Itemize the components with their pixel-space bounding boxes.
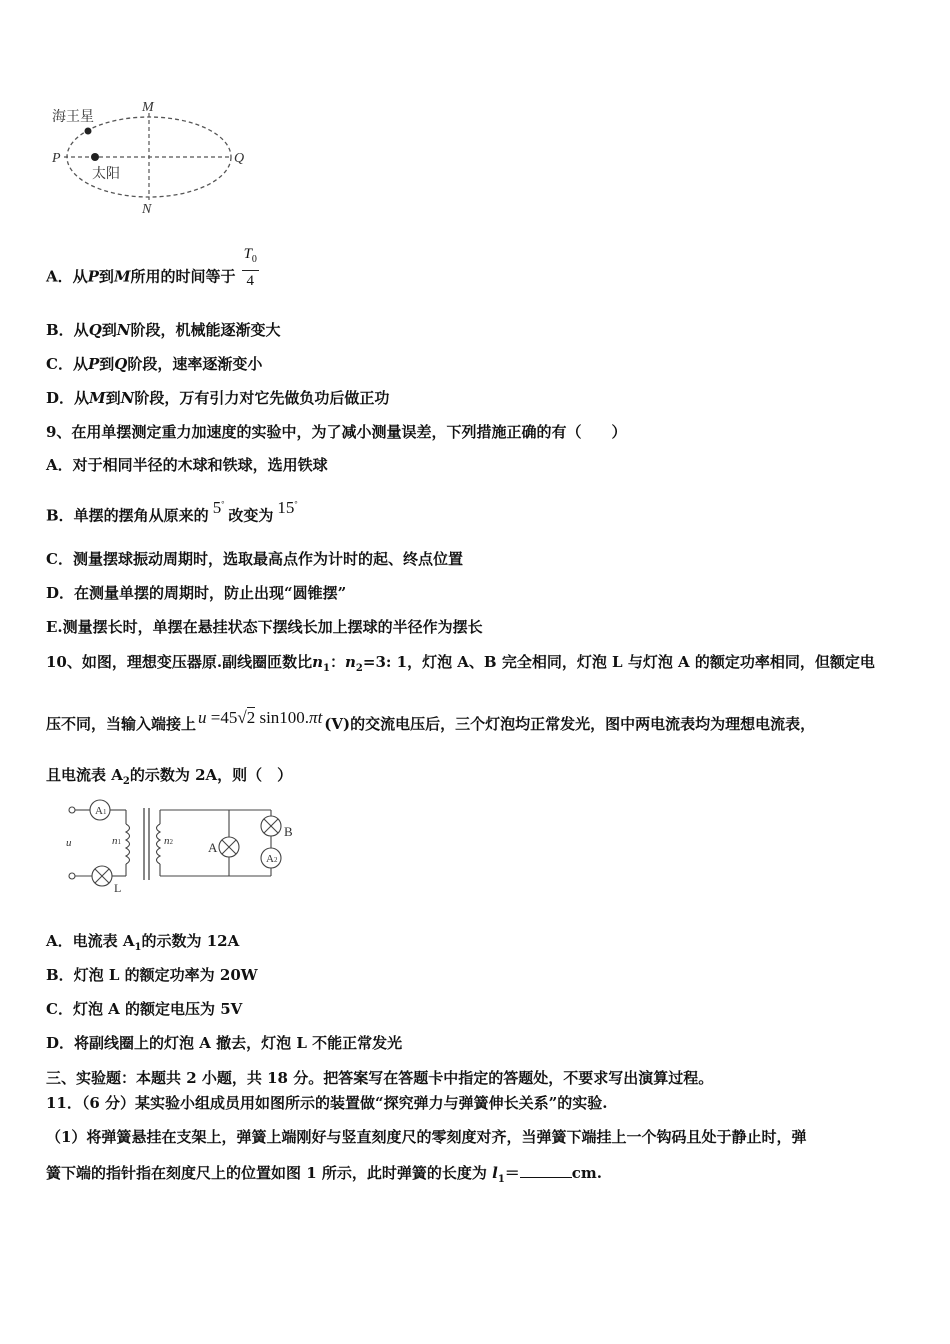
q10-option-d: D．将副线圈上的灯泡 A 撤去，灯泡 L 不能正常发光 [46, 1034, 403, 1052]
input-terminal-bottom [69, 873, 75, 879]
q9-option-c: C．测量摆球振动周期时，选取最高点作为计时的起、终点位置 [46, 550, 463, 568]
transformer-circuit-figure [56, 796, 306, 896]
q8-option-a: A．从P到M所用的时间等于 $\frac{T_0}{4}$ [46, 246, 257, 289]
q10-option-a: A．电流表 $A_1$的示数为 12A [46, 932, 240, 953]
secondary-coil [157, 824, 161, 864]
q9-option-e: E.测量摆长时，单摆在悬挂状态下摆线长加上摆球的半径作为摆长 [46, 618, 483, 636]
angle-5-degrees: 5° [212, 497, 225, 517]
primary-coil [126, 824, 130, 864]
q10-line3: 且电流表 $A_2$的示数为 2A，则（ ） [46, 766, 293, 787]
lamp-a-label: A [208, 840, 218, 855]
planet-label: 海王星 [52, 110, 94, 125]
planet-dot [85, 128, 92, 135]
input-terminal-top [69, 807, 75, 813]
voltage-formula: u =45√2 sin100.πt [198, 708, 323, 727]
angle-15-degrees: 15° [277, 497, 298, 517]
sqrt-symbol: √2 [237, 708, 256, 727]
sun-label: 太阳 [92, 167, 120, 182]
point-n-label: N [142, 202, 152, 216]
q9-option-d: D．在测量单摆的周期时，防止出现“圆锥摆” [46, 584, 347, 602]
ammeter-a1-label: A1 [95, 805, 107, 817]
answer-blank[interactable] [520, 1163, 572, 1178]
q8-option-c: C．从P到Q阶段，速率逐渐变小 [46, 355, 263, 373]
orbit-figure [46, 96, 266, 216]
ammeter-a2-label: A2 [266, 853, 278, 865]
input-voltage-label: u [66, 837, 72, 849]
lamp-b-label: B [284, 824, 293, 839]
q10-option-b: B．灯泡 L 的额定功率为 20W [46, 966, 258, 984]
lamp-l-label: L [114, 881, 122, 895]
q11-stem: 11．（6 分）某实验小组成员用如图所示的装置做“探究弹力与弹簧伸长关系”的实验. [46, 1094, 608, 1112]
primary-coil-label: n1 [112, 835, 121, 847]
q11-part1-line2: 簧下端的指针指在刻度尺上的位置如图 1 所示，此时弹簧的长度为 $l_1=$ cm. [46, 1164, 603, 1185]
q9-stem: 9、在用单摆测定重力加速度的实验中，为了减小测量误差，下列措施正确的有（ ） [46, 423, 627, 441]
q10-option-c: C．灯泡 A 的额定电压为 5V [46, 1000, 243, 1018]
q9-option-b: B．单摆的摆角从原来的 5°改变为 15° [46, 497, 298, 525]
point-p-label: P [52, 151, 61, 166]
q9-option-a: A．对于相同半径的木球和铁球，选用铁球 [46, 456, 328, 474]
q10-line2: 压不同，当输入端接上 u =45√2 sin100.πt (V)的交流电压后，三个灯泡均正常发光，图中两电流表均为理想电流表， [46, 708, 816, 733]
section3-heading: 三、实验题：本题共 2 小题，共 18 分。把答案写在答题卡中指定的答题处，不要求写出演算过程。 [46, 1069, 714, 1087]
q8-option-b: B．从Q到N阶段，机械能逐渐变大 [46, 321, 281, 339]
q10-line1: 10、如图，理想变压器原.副线圈匝数比$n_1$：$n_2=3$: 1，灯泡 A、B 完全相同，灯泡 L 与灯泡 A 的额定功率相同，但额定电 [46, 653, 875, 674]
point-m-label: M [142, 100, 154, 115]
sun-dot [91, 153, 99, 161]
q8-option-d: D．从M到N阶段，万有引力对它先做负功后做正功 [46, 389, 390, 407]
secondary-coil-label: n2 [164, 835, 173, 847]
point-q-label: Q [234, 151, 245, 166]
t0-over-4-fraction: $\frac{T_0}{4}$ [243, 246, 257, 289]
q11-part1-line1: （1）将弹簧悬挂在支架上，弹簧上端刚好与竖直刻度尺的零刻度对齐，当弹簧下端挂上一个钩码且处于静止时，弹 [46, 1128, 807, 1146]
